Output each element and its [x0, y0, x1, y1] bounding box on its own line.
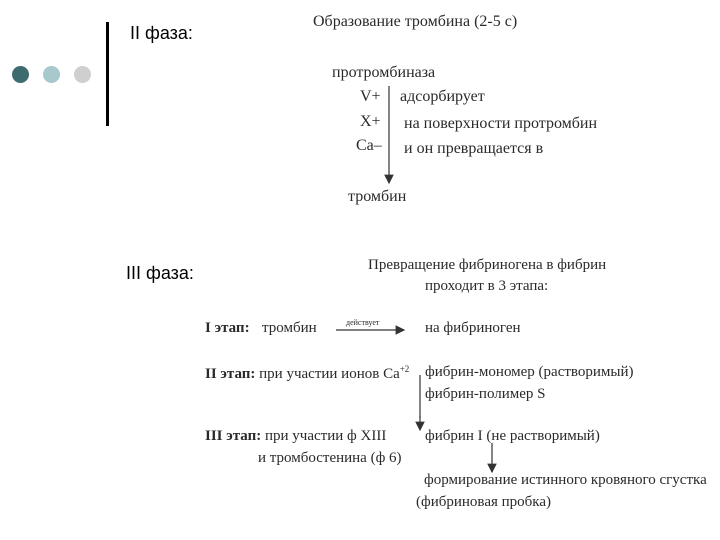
stage3-product2: формирование истинного кровяного сгустка — [424, 472, 707, 488]
stage2-superscript: +2 — [399, 364, 410, 374]
phase2-title: Образование тромбина (2-5 с) — [313, 13, 518, 30]
phase2-desc-line2: на поверхности протромбин — [404, 115, 598, 132]
stage2-label: II этап: — [205, 366, 256, 382]
phase2-factor-x: X+ — [360, 113, 381, 130]
phase2-desc-line1: адсорбирует — [400, 88, 485, 105]
phase3-title-line1: Превращение фибриногена в фибрин — [368, 257, 607, 273]
phase2-enzyme: протромбиназа — [332, 64, 436, 81]
phase2-desc-line3: и он превращается в — [404, 140, 544, 157]
phase2-label: II фаза: — [130, 23, 193, 43]
stage1-agent: тромбин — [262, 320, 317, 336]
phase2-factor-ca: Ca– — [356, 137, 382, 154]
stage2-product2: фибрин-полимер S — [425, 386, 546, 402]
stage2-text: при участии ионов Са — [259, 366, 400, 382]
phase3-label: III фаза: — [126, 263, 194, 283]
stage3-product3: (фибриновая пробка) — [416, 494, 551, 510]
phase3-title-line2: проходит в 3 этапа: — [425, 278, 549, 294]
stage3-text: при участии ф XIII — [265, 428, 387, 444]
phase2-result: тромбин — [348, 188, 407, 205]
stage1-target: на фибриноген — [425, 320, 521, 336]
stage3-text2: и тромбостенина (ф 6) — [258, 450, 402, 466]
stage2-product1: фибрин-мономер (растворимый) — [425, 364, 634, 380]
stage1-arrow-label: действует — [346, 318, 380, 327]
stage3-product1: фибрин I (не растворимый) — [425, 428, 600, 444]
stage1-label: I этап: — [205, 320, 250, 336]
phase2-factor-v: V+ — [360, 88, 381, 105]
stage3-label: III этап: — [205, 428, 262, 444]
